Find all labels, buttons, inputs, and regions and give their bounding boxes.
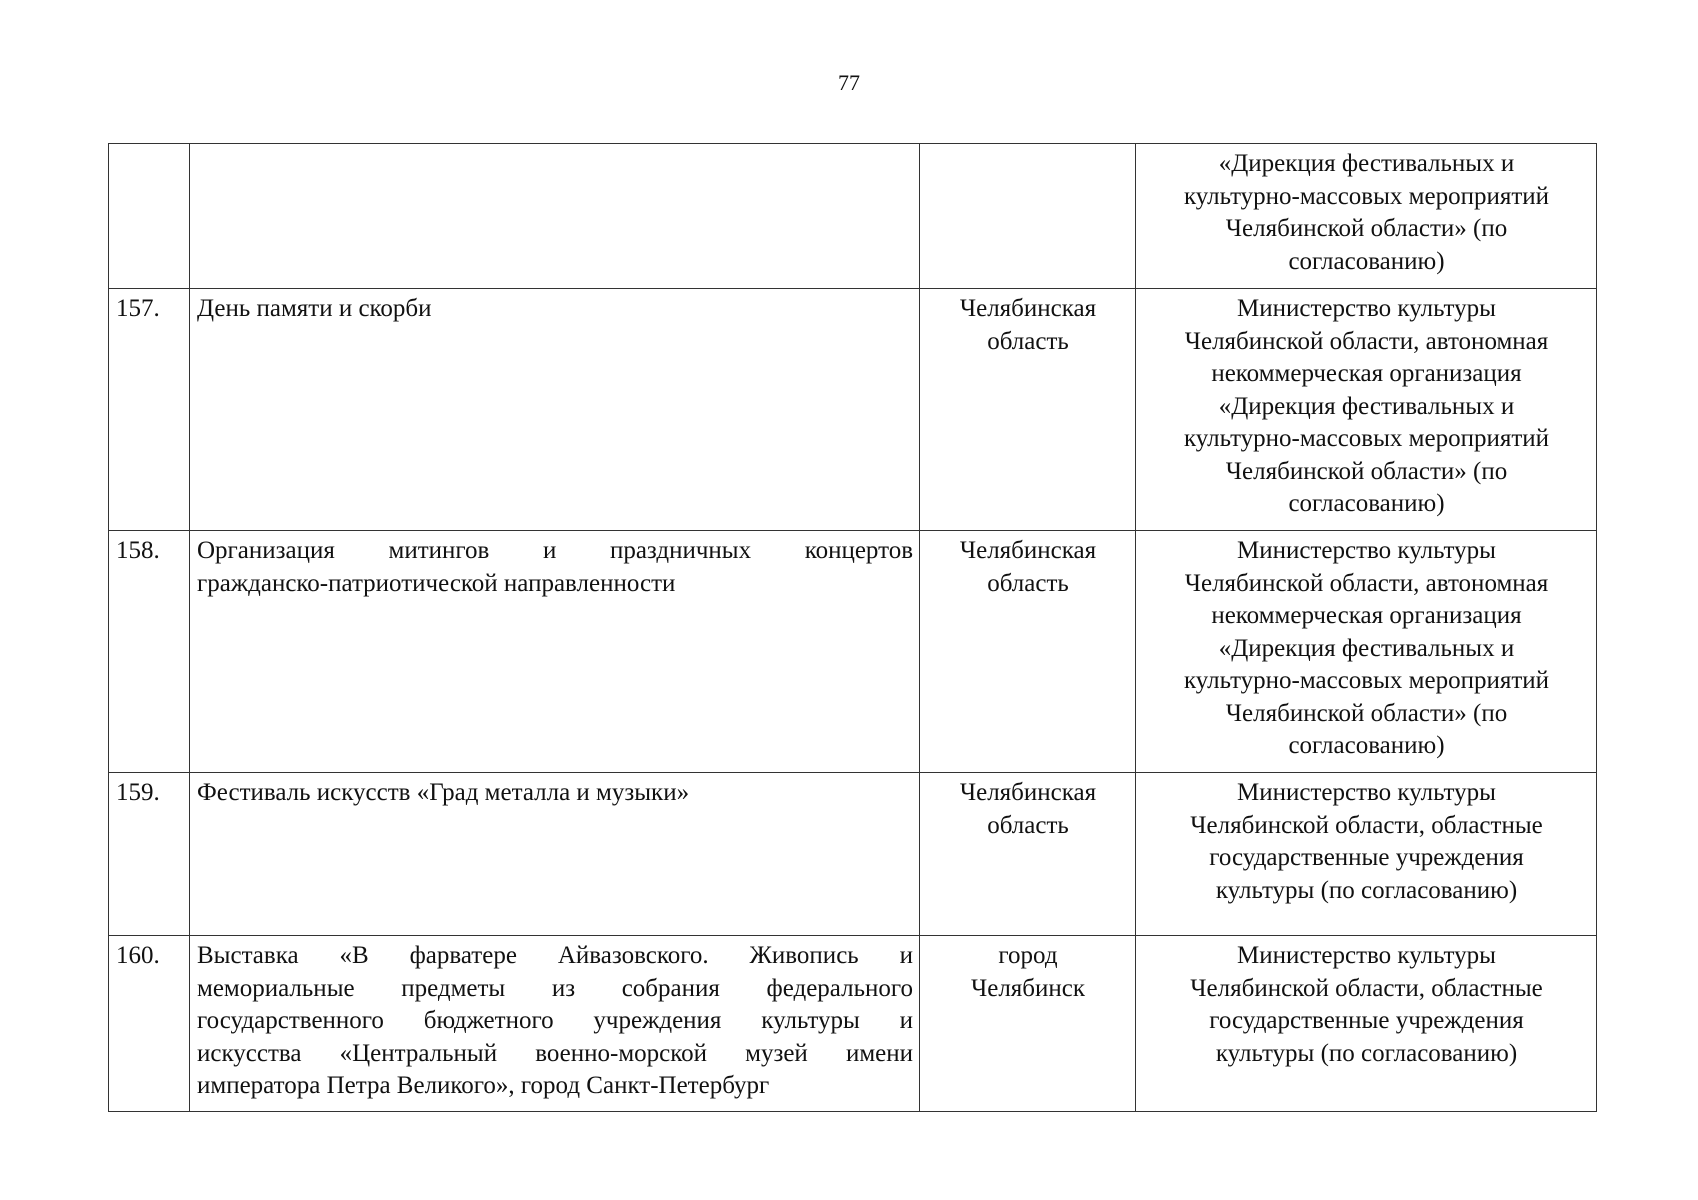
event-line: мемориальные предметы из собрания федерального [197, 974, 913, 1002]
table-row [109, 531, 1597, 773]
responsible-line: Челябинской области, автономная [1184, 569, 1549, 597]
responsible-line: Министерство культуры [1237, 942, 1496, 969]
responsible-line: Челябинской области» (по [1225, 215, 1508, 242]
place-cell [920, 773, 1136, 936]
event-cell [190, 773, 920, 936]
row-number-cell [109, 144, 190, 289]
place-line: Челябинск [970, 974, 1086, 1002]
responsible-line: культуры (по согласованию) [1215, 876, 1518, 904]
event-line: Выставка «В фарватере Айвазовского. Живопись и [197, 942, 913, 969]
responsible-line: государственные учреждения [1209, 1007, 1524, 1034]
responsible-line: «Дирекция фестивальных и [1218, 634, 1515, 662]
responsible-cell [1136, 144, 1597, 289]
responsible-line: Челябинской области, областные [1190, 811, 1543, 839]
responsible-cell [1136, 936, 1597, 1112]
responsible-line: Министерство культуры [1237, 779, 1496, 806]
place-line: область [987, 811, 1069, 839]
event-line: Организация митингов и праздничных концертов [197, 537, 913, 564]
event-line: Фестиваль искусств «Град металла и музыки» [197, 779, 690, 806]
responsible-line: согласованию) [1288, 490, 1445, 517]
event-line: государственного бюджетного учреждения культуры и [197, 1007, 913, 1034]
table-body [109, 144, 1597, 1112]
place-cell [920, 936, 1136, 1112]
responsible-line: культуры (по согласованию) [1215, 1039, 1518, 1067]
event-cell [190, 936, 920, 1112]
place-line: город [998, 942, 1058, 969]
responsible-line: культурно-массовых мероприятий [1183, 667, 1550, 694]
responsible-cell [1136, 773, 1597, 936]
place-line: Челябинская [959, 537, 1097, 564]
place-cell [920, 531, 1136, 773]
responsible-line: «Дирекция фестивальных и [1218, 392, 1515, 420]
row-number-cell: 159. [109, 773, 190, 936]
table-row [109, 773, 1597, 936]
place-cell [920, 144, 1136, 289]
event-line: гражданско-патриотической направленности [197, 569, 676, 597]
place-line: область [987, 327, 1069, 355]
responsible-line: государственные учреждения [1209, 844, 1524, 871]
responsible-cell [1136, 289, 1597, 531]
event-cell [190, 531, 920, 773]
event-cell [190, 289, 920, 531]
table-row [109, 936, 1597, 1112]
event-cell [190, 144, 920, 289]
responsible-line: Челябинской области» (по [1225, 457, 1508, 485]
place-line: область [987, 569, 1069, 597]
table-row [109, 144, 1597, 289]
events-table [108, 143, 1597, 1112]
event-line: День памяти и скорби [197, 295, 432, 322]
event-line: искусства «Центральный военно-морской музей имени [197, 1039, 913, 1067]
page-number: 77 [838, 70, 860, 95]
place-line: Челябинская [959, 295, 1097, 322]
responsible-line: культурно-массовых мероприятий [1183, 182, 1550, 210]
table-row [109, 289, 1597, 531]
responsible-line: некоммерческая организация [1211, 360, 1522, 387]
place-line: Челябинская [959, 779, 1097, 806]
place-cell [920, 289, 1136, 531]
responsible-line: Министерство культуры [1237, 537, 1496, 564]
responsible-line: культурно-массовых мероприятий [1183, 425, 1550, 452]
responsible-line: согласованию) [1288, 247, 1445, 275]
event-line: императора Петра Великого», город Санкт-Петербург [197, 1072, 770, 1099]
row-number-cell: 158. [109, 531, 190, 773]
responsible-line: Челябинской области» (по [1225, 699, 1508, 727]
responsible-line: согласованию) [1288, 732, 1445, 759]
responsible-line: Министерство культуры [1237, 295, 1496, 322]
row-number-cell: 157. [109, 289, 190, 531]
row-number-cell: 160. [109, 936, 190, 1112]
responsible-line: некоммерческая организация [1211, 602, 1522, 629]
responsible-line: Челябинской области, областные [1190, 974, 1543, 1002]
responsible-cell [1136, 531, 1597, 773]
responsible-line: Челябинской области, автономная [1184, 327, 1549, 355]
responsible-line: «Дирекция фестивальных и [1218, 150, 1515, 177]
